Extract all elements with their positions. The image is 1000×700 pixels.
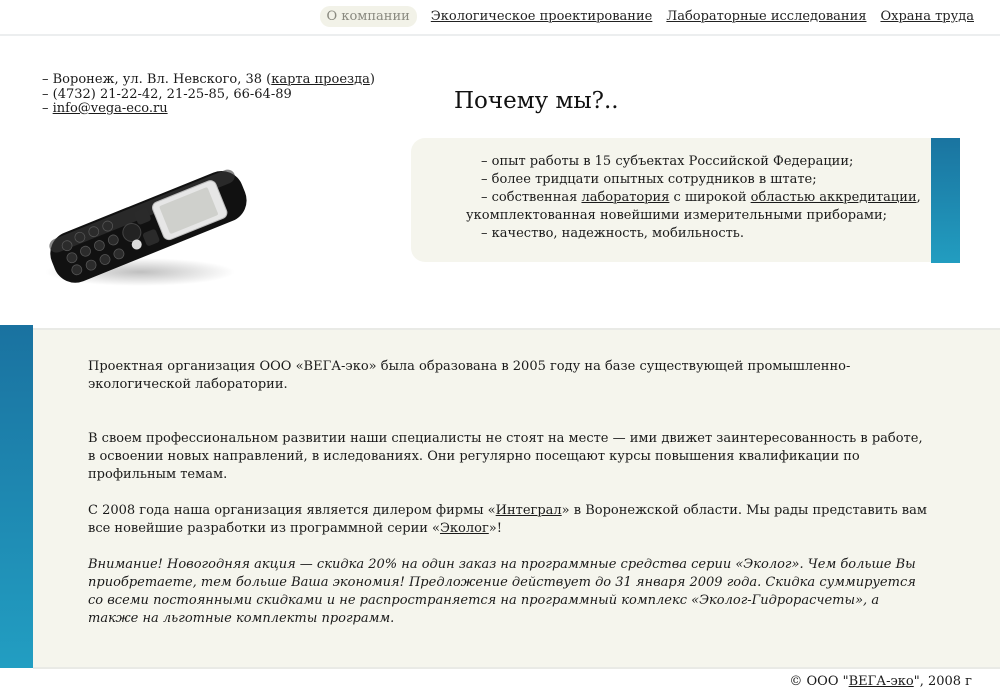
email-line [42, 102, 375, 117]
why-us-accent-bar [931, 138, 960, 263]
why-us-list [466, 153, 921, 243]
paragraph-dealer [88, 502, 928, 538]
why-item-quality: – качество, надежность, мобильность. [481, 226, 744, 241]
contacts-block [42, 73, 375, 117]
why-item-experience: – опыт работы в 15 субъектах Российской Федерации; [481, 154, 854, 169]
dealer-text-b: » в Воронежской области. Мы рады представить вам все новейшие разработки из программной серии « [88, 503, 927, 536]
footer-company-link[interactable]: ВЕГА-эко [848, 674, 914, 689]
nav-item-lab-research[interactable]: Лабораторные исследования [666, 9, 867, 24]
phone-icon [40, 160, 255, 290]
why-us-title: Почему мы?.. [454, 88, 619, 114]
footer-copyright [789, 674, 972, 689]
why-item-lab-cont: укомплектованная новейшими измерительными приборами; [466, 208, 888, 223]
address-text: – Воронеж, ул. Вл. Невского, 38 ( [42, 72, 272, 87]
nav-item-labor-safety[interactable]: Охрана труда [880, 9, 974, 24]
accreditation-link[interactable]: областью аккредитации [750, 190, 917, 205]
paragraph-development: В своем профессиональном развитии наши специалисты не стоят на месте — ими движет заинтересованность в работе, в освоении новых направлений, в иследованиях. Они регулярно посещают курсы повышения квалификации по профильным темам. [88, 431, 923, 482]
email-link[interactable]: info@vega-eco.ru [52, 101, 168, 116]
address-line [42, 73, 375, 88]
why-item-lab-text: – собственная [481, 190, 582, 205]
integral-link[interactable]: Интеграл [495, 503, 562, 518]
dealer-text-a: С 2008 года наша организация является дилером фирмы « [88, 503, 496, 518]
paragraph-promo: Внимание! Новогодняя акция — скидка 20% на один заказ на программные средства серии «Эколог». Чем больше Вы приобретаете, тем больше Ваша экономия! Предложение действует до 31 января 2009 года. Скидка суммируется со всеми постоянными скидками и не распространяется на программный комплекс «Эколог-Гидрорасчеты», а также на льготные комплекты программ. [88, 557, 916, 626]
nav-item-eco-design[interactable]: Экологическое проектирование [430, 9, 653, 24]
top-navigation [0, 0, 1000, 36]
paragraph-founding: Проектная организация ООО «ВЕГА-эко» была образована в 2005 году на базе существующей промышленно-экологической лаборатории. [88, 359, 851, 392]
footer-suffix: ", 2008 г [913, 674, 972, 689]
why-item-lab [466, 189, 921, 207]
main-accent-bar [0, 325, 33, 668]
email-prefix: – [42, 101, 53, 116]
address-suffix: ) [369, 72, 375, 87]
cordless-phone-image [40, 160, 255, 290]
phone-line: – (4732) 21-22-42, 21-25-85, 66-64-89 [42, 86, 292, 102]
why-item-lab-suffix: , [916, 190, 921, 205]
why-item-staff: – более тридцати опытных сотрудников в штате; [481, 172, 817, 187]
nav-item-about[interactable]: О компании [320, 6, 417, 27]
laboratory-link[interactable]: лаборатория [581, 190, 670, 205]
dealer-text-c: »! [488, 521, 502, 536]
footer-prefix: © ООО " [789, 674, 849, 689]
nav-items [320, 6, 974, 27]
why-item-lab-mid: с широкой [669, 190, 751, 205]
ekolog-link[interactable]: Эколог [439, 521, 489, 536]
map-link[interactable]: карта проезда [271, 72, 370, 87]
main-text [88, 358, 928, 628]
